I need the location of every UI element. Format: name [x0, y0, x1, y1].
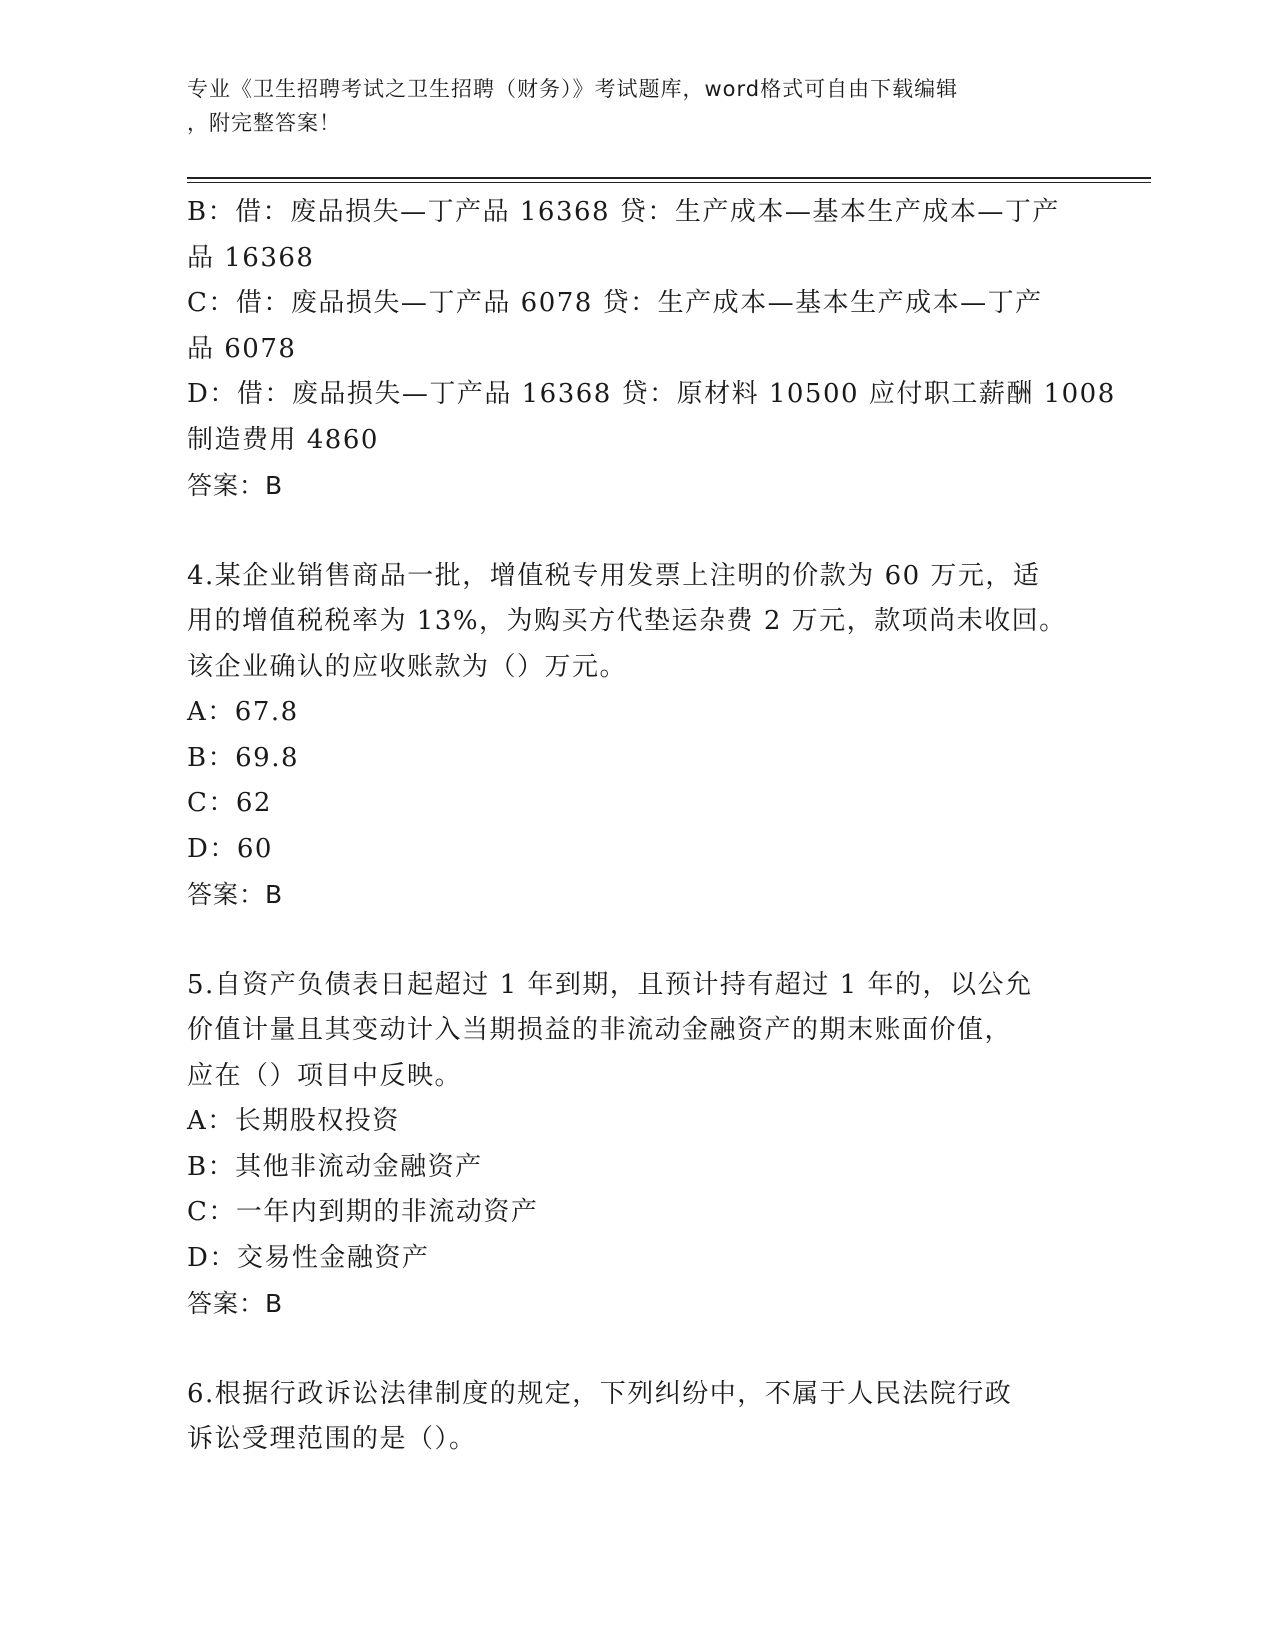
- option-c: C：一年内到期的非流动资产: [187, 1197, 539, 1227]
- question-stem-line-2: 用的增值税税率为 13%，为购买方代垫运杂费 2 万元，款项尚未收回。: [187, 606, 1067, 636]
- question-5: [187, 963, 1087, 1327]
- option-b-line-1: B：借：废品损失—丁产品 16368 贷：生产成本—基本生产成本—丁产: [187, 197, 1060, 227]
- option-c-line-1: C：借：废品损失—丁产品 6078 贷：生产成本—基本生产成本—丁产: [187, 288, 1043, 318]
- question-stem-line-2: 价值计量且其变动计入当期损益的非流动金融资产的期末账面价值，: [187, 1015, 1013, 1045]
- option-d-line-1: D：借：废品损失—丁产品 16368 贷：原材料 10500 应付职工薪酬 1008: [187, 379, 1116, 409]
- option-b: B：其他非流动金融资产: [187, 1151, 483, 1182]
- header-rule-thick: [187, 177, 1151, 179]
- question-stem-line-1: 5.自资产负债表日起超过 1 年到期，且预计持有超过 1 年的，以公允: [187, 969, 1033, 1000]
- option-b-line-2: 品 16368: [187, 242, 315, 273]
- question-content: [187, 190, 1116, 1463]
- document-header: [187, 72, 1067, 140]
- answer: 答案：B: [187, 471, 284, 500]
- answer: 答案：B: [187, 1289, 284, 1318]
- header-rule-thin: [187, 182, 1151, 183]
- option-d: D：60: [187, 833, 273, 864]
- header-line-2: ，附完整答案！: [187, 111, 341, 135]
- option-c: C：62: [187, 788, 272, 818]
- question-3-tail: [187, 190, 1116, 509]
- option-c-line-2: 品 6078: [187, 333, 297, 364]
- question-stem-line-3: 该企业确认的应收账款为（）万元。: [187, 651, 628, 682]
- question-6: [187, 1372, 1087, 1463]
- question-stem-line-1: 6.根据行政诉讼法律制度的规定，下列纠纷中，不属于人民法院行政: [187, 1378, 1013, 1409]
- option-d: D：交易性金融资产: [187, 1242, 430, 1273]
- question-stem-line-1: 4.某企业销售商品一批，增值税专用发票上注明的价款为 60 万元，适: [187, 560, 1041, 591]
- option-d-line-2: 制造费用 4860: [187, 424, 379, 455]
- question-4: [187, 554, 1087, 918]
- answer: 答案：B: [187, 880, 284, 909]
- question-stem-line-3: 应在（）项目中反映。: [187, 1060, 463, 1091]
- option-b: B：69.8: [187, 742, 299, 773]
- option-a: A：长期股权投资: [187, 1106, 400, 1136]
- question-stem-line-2: 诉讼受理范围的是（）。: [187, 1424, 477, 1454]
- option-a: A：67.8: [187, 697, 299, 727]
- header-line-1: 专业《卫生招聘考试之卫生招聘（财务）》考试题库，word格式可自由下载编辑: [187, 77, 959, 101]
